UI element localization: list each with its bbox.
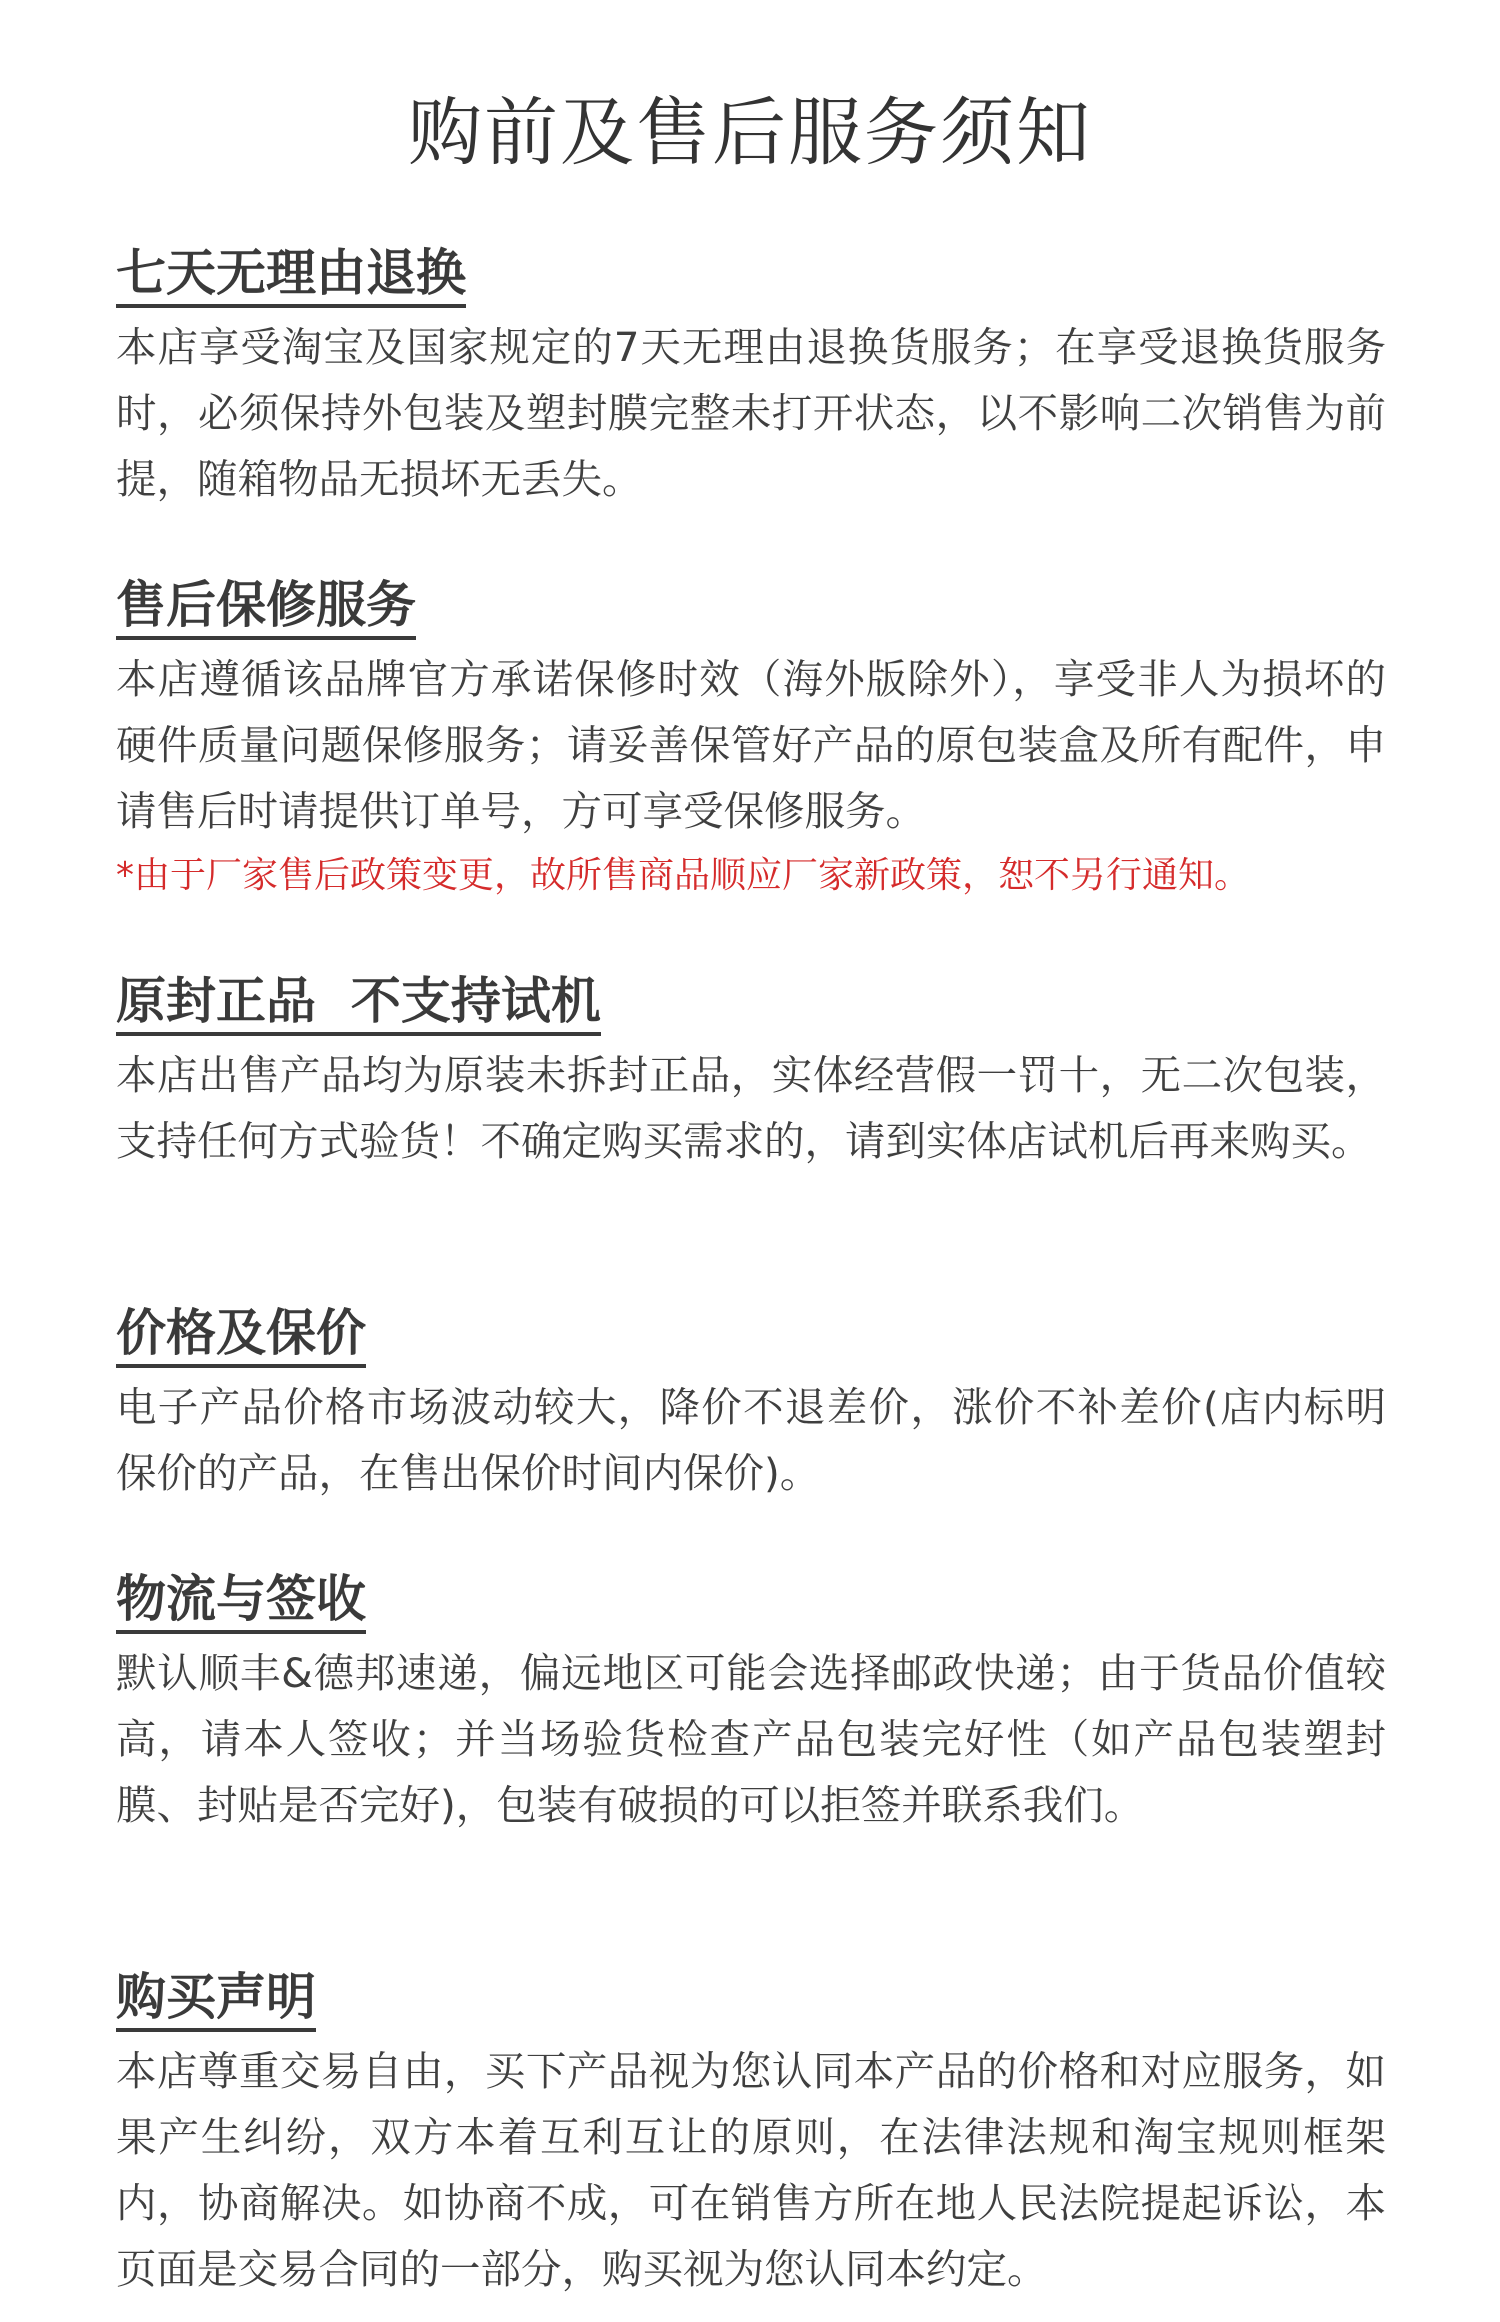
section-body: 本店出售产品均为原装未拆封正品，实体经营假一罚十，无二次包装，支持任何方式验货！不确定购买需求的，请到实体店试机后再来购买。 xyxy=(116,1051,1386,1165)
section-heading: 价格及保价 xyxy=(116,1302,366,1368)
section-heading: 售后保修服务 xyxy=(116,574,416,640)
section-heading: 七天无理由退换 xyxy=(116,242,466,308)
section-seven-day-return xyxy=(116,242,1386,512)
section-body: 本店遵循该品牌官方承诺保修时效（海外版除外），享受非人为损坏的硬件质量问题保修服务；请妥善保管好产品的原包装盒及所有配件，申请售后时请提供订单号，方可享受保修服务。 xyxy=(116,655,1386,835)
page-title: 购前及售后服务须知 xyxy=(408,90,1092,176)
section-heading: 原封正品 不支持试机 xyxy=(116,970,601,1036)
section-warning-note: *由于厂家售后政策变更，故所售商品顺应厂家新政策，恕不另行通知。 xyxy=(116,855,1251,896)
section-body: 本店享受淘宝及国家规定的7天无理由退换货服务；在享受退换货服务时，必须保持外包装及塑封膜完整未打开状态，以不影响二次销售为前提，随箱物品无损坏无丢失。 xyxy=(116,323,1386,503)
section-warranty-service xyxy=(116,574,1386,906)
section-body: 默认顺丰&德邦速递，偏远地区可能会选择邮政快递；由于货品价值较高，请本人签收；并当场验货检查产品包装完好性（如产品包装塑封膜、封贴是否完好)，包装有破损的可以拒签并联系我们。 xyxy=(116,1649,1386,1829)
section-heading: 物流与签收 xyxy=(116,1568,366,1634)
section-logistics-signing xyxy=(116,1568,1386,1838)
section-purchase-statement xyxy=(116,1966,1386,2302)
section-genuine-sealed xyxy=(116,970,1386,1174)
section-body: 本店尊重交易自由，买下产品视为您认同本产品的价格和对应服务，如果产生纠纷，双方本着互利互让的原则，在法律法规和淘宝规则框架内，协商解决。如协商不成，可在销售方所在地人民法院提起诉讼，本页面是交易合同的一部分，购买视为您认同本约定。 xyxy=(116,2047,1386,2293)
section-body: 电子产品价格市场波动较大，降价不退差价，涨价不补差价(店内标明保价的产品，在售出保价时间内保价)。 xyxy=(116,1383,1386,1497)
section-price-protection xyxy=(116,1302,1386,1506)
section-heading: 购买声明 xyxy=(116,1966,316,2032)
